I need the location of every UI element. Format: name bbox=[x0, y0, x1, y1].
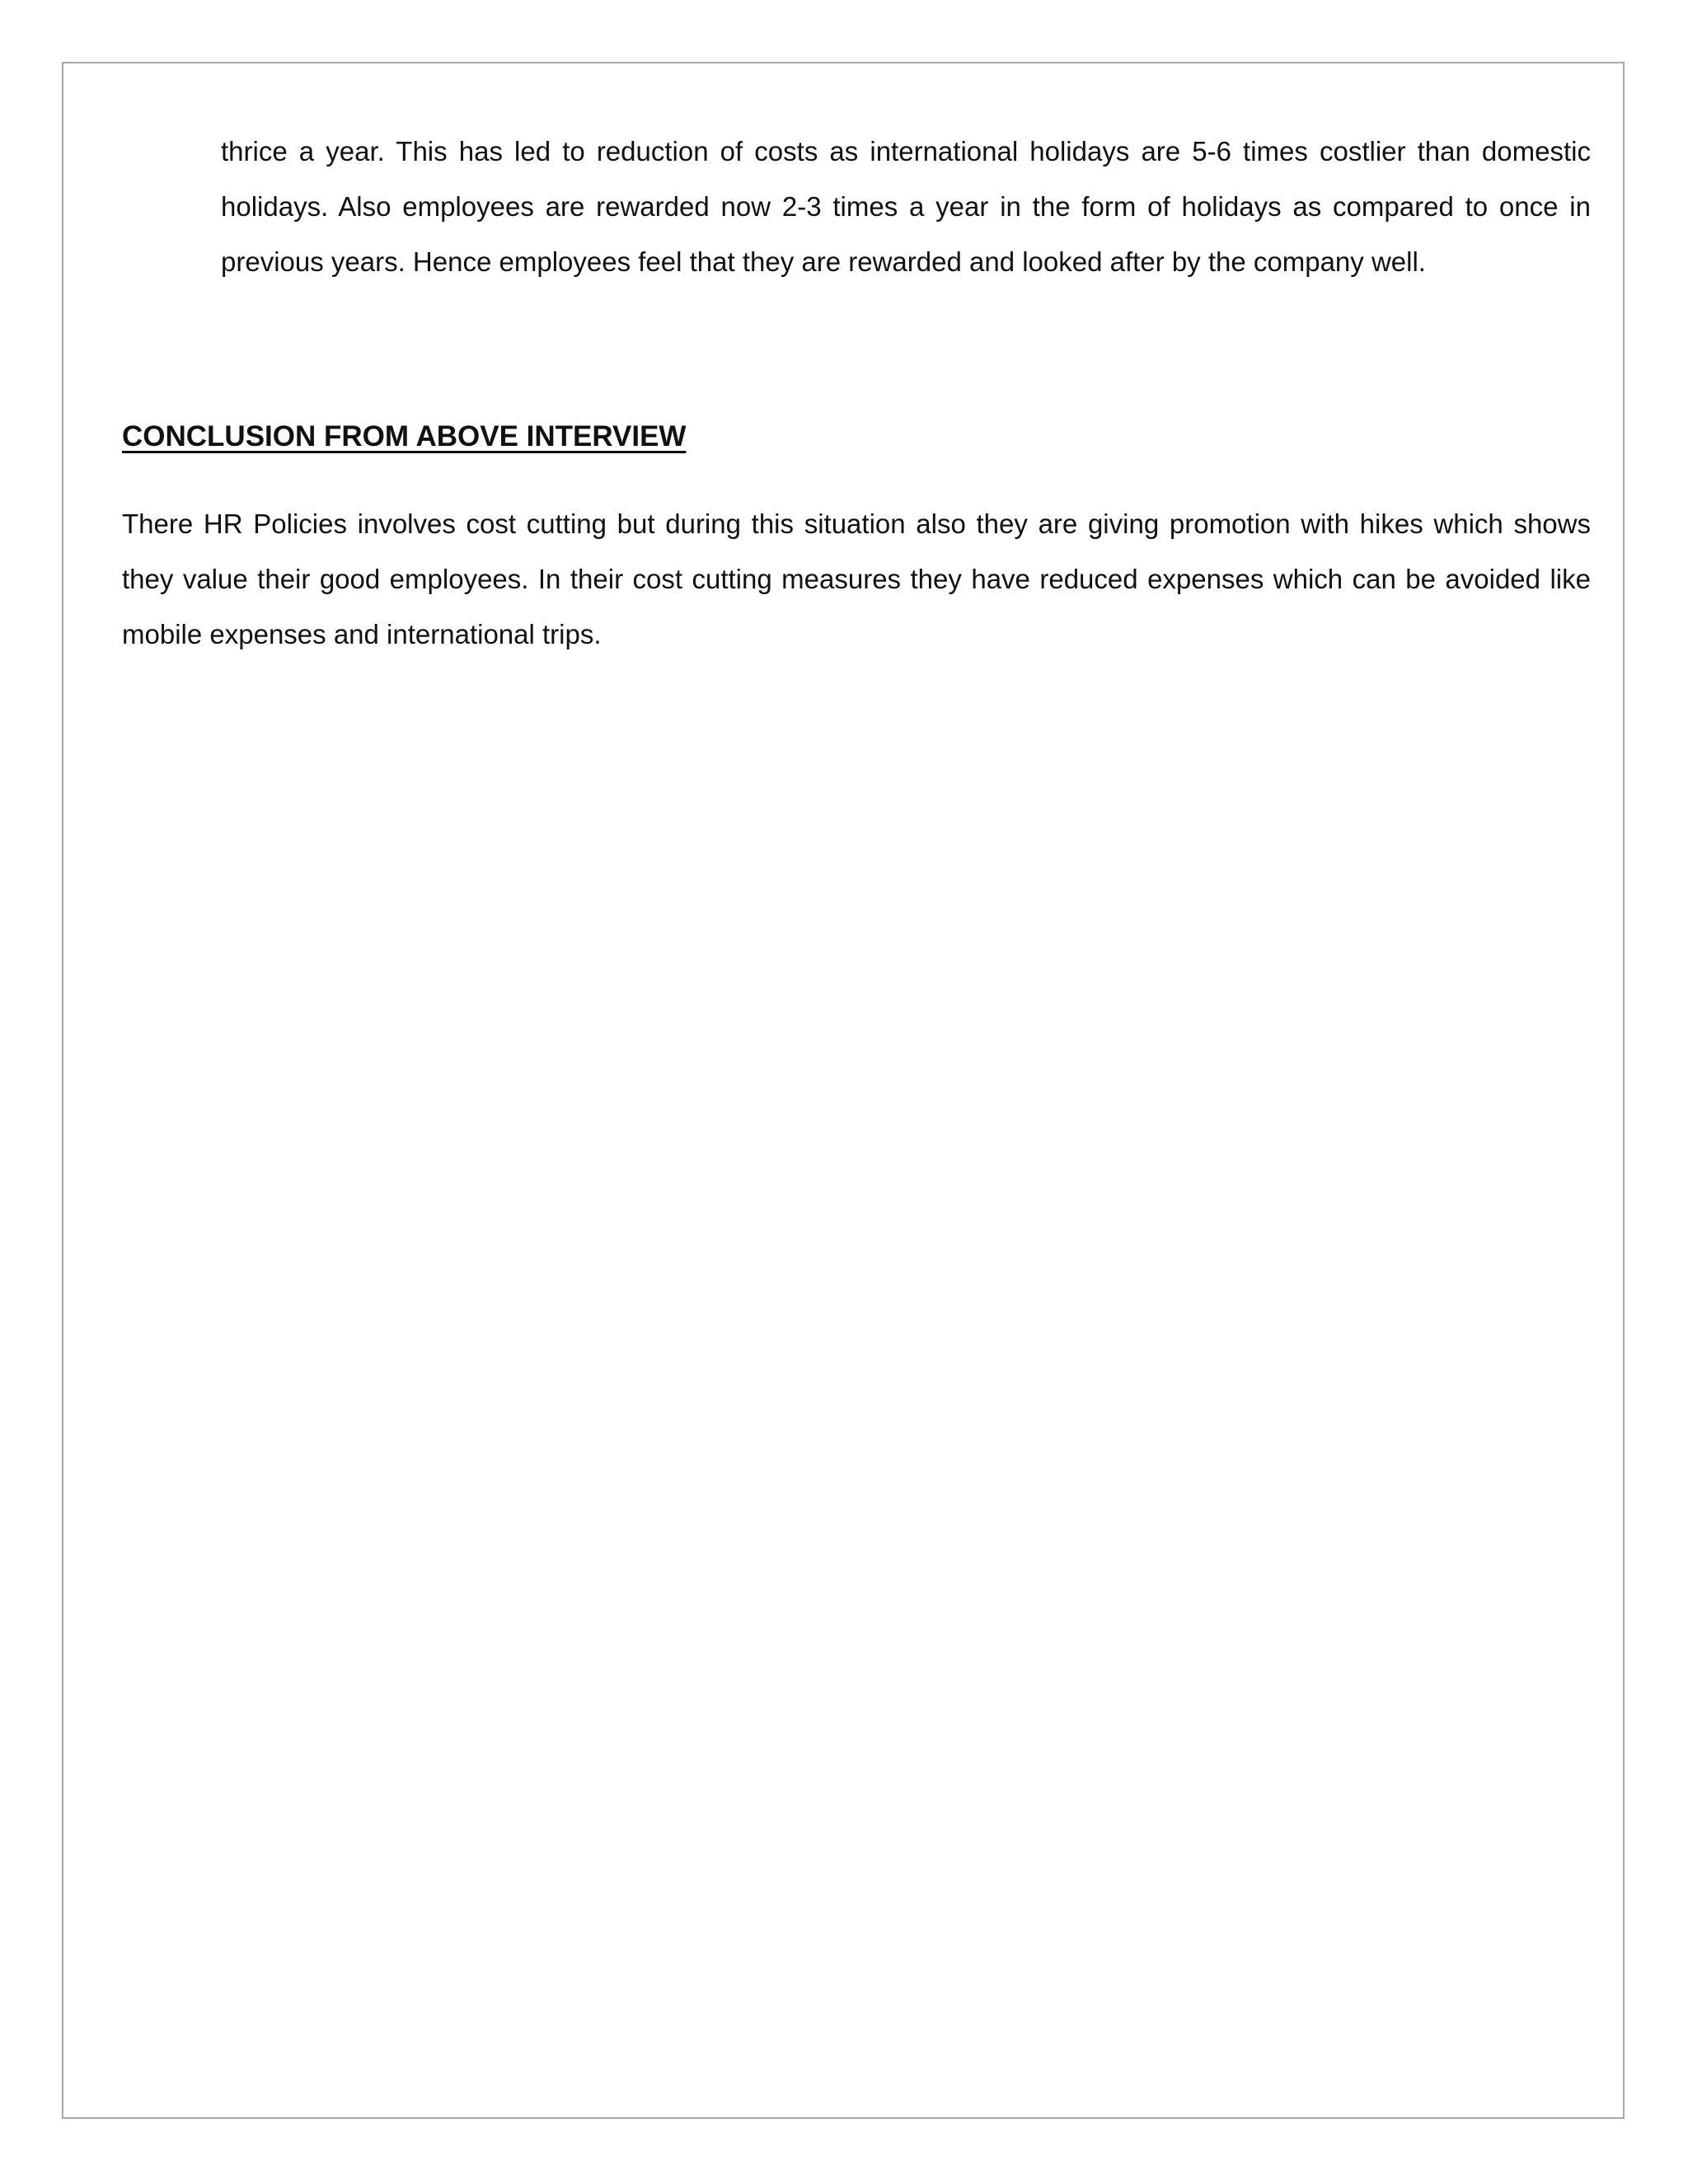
page-border bbox=[62, 62, 1625, 2119]
continued-paragraph: thrice a year. This has led to reduction of costs as international holidays are 5-6 times costlier than domestic holidays. Also employees are rewarded now 2-3 times a year in the form of holidays as compared to once in previous years. Hence employees feel that they are rewarded and looked after by the company well. bbox=[221, 136, 1591, 277]
conclusion-paragraph: There HR Policies involves cost cutting but during this situation also they are giving promotion with hikes which shows they value their good employees. In their cost cutting measures they have reduced expenses which can be avoided like mobile expenses and international trips. bbox=[122, 509, 1591, 649]
section-heading: CONCLUSION FROM ABOVE INTERVIEW bbox=[122, 420, 687, 452]
